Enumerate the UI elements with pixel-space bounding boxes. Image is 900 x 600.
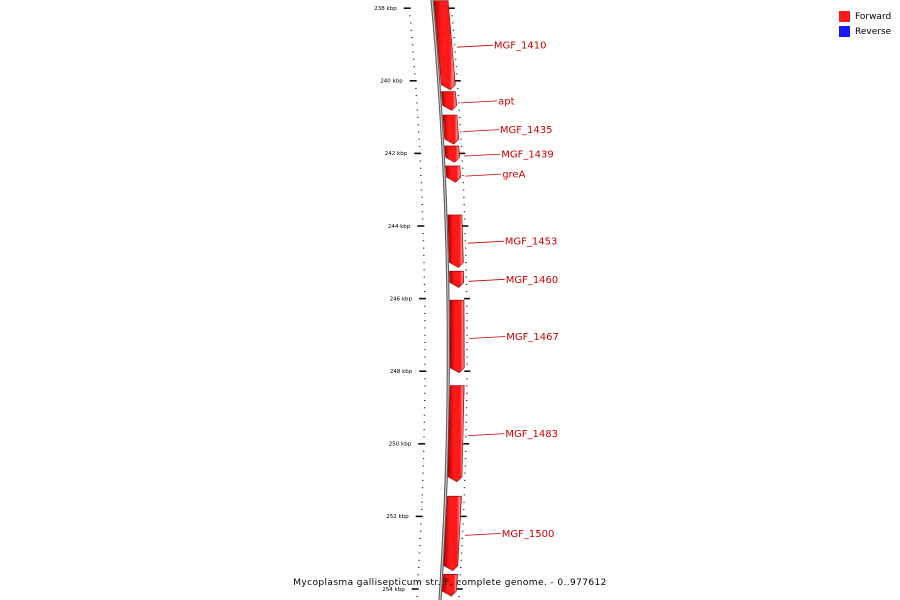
minor-tick-right bbox=[466, 407, 467, 408]
gene-arrow[interactable] bbox=[448, 215, 464, 268]
minor-tick-left bbox=[424, 400, 425, 401]
minor-tick-right bbox=[460, 567, 461, 568]
gene-feature[interactable] bbox=[444, 496, 555, 570]
legend-label-forward: Forward bbox=[855, 11, 892, 22]
tick-label: 248 kbp bbox=[389, 369, 413, 375]
tick-label: 242 kbp bbox=[384, 151, 408, 158]
gene-label-leader bbox=[461, 101, 497, 103]
minor-tick-left bbox=[417, 110, 418, 111]
gene-label[interactable]: MGF_1410 bbox=[493, 40, 547, 52]
forward-swatch-icon bbox=[839, 11, 850, 22]
minor-tick-left bbox=[424, 320, 425, 321]
gene-feature[interactable] bbox=[448, 215, 557, 268]
tick-label: 250 kbp bbox=[388, 441, 412, 448]
minor-tick-left bbox=[424, 429, 425, 430]
minor-tick-right bbox=[466, 400, 467, 401]
minor-tick-right bbox=[457, 88, 458, 89]
gene-feature[interactable] bbox=[450, 300, 559, 373]
gene-label-leader bbox=[464, 154, 500, 156]
minor-tick-right bbox=[465, 248, 466, 249]
gene-arrow[interactable] bbox=[450, 271, 464, 287]
minor-tick-right bbox=[453, 30, 454, 31]
minor-tick-right bbox=[464, 487, 465, 488]
minor-tick-right bbox=[464, 204, 465, 205]
genome-backbone bbox=[432, 0, 448, 600]
major-tick-left bbox=[418, 443, 425, 445]
minor-tick-right bbox=[466, 378, 467, 379]
minor-tick-right bbox=[462, 531, 463, 532]
minor-tick-right bbox=[461, 553, 462, 554]
minor-tick-right bbox=[466, 422, 467, 423]
major-tick-left bbox=[414, 153, 421, 155]
major-tick-right bbox=[459, 153, 465, 155]
major-tick-right bbox=[463, 443, 469, 445]
minor-tick-right bbox=[466, 327, 467, 328]
gene-label-leader bbox=[468, 434, 504, 436]
minor-tick-left bbox=[424, 327, 425, 328]
minor-tick-left bbox=[416, 102, 417, 103]
minor-tick-left bbox=[421, 190, 422, 191]
minor-tick-right bbox=[466, 349, 467, 350]
major-tick-left bbox=[410, 80, 417, 82]
gene-label[interactable]: MGF_1453 bbox=[504, 236, 558, 248]
minor-tick-right bbox=[465, 240, 466, 241]
gene-feature[interactable] bbox=[441, 92, 514, 111]
minor-tick-left bbox=[424, 407, 425, 408]
major-tick-left bbox=[412, 588, 419, 590]
minor-tick-right bbox=[461, 146, 462, 147]
minor-tick-left bbox=[410, 23, 411, 24]
minor-tick-left bbox=[415, 88, 416, 89]
minor-tick-right bbox=[464, 211, 465, 212]
gene-feature[interactable] bbox=[443, 115, 552, 144]
backbone-line bbox=[432, 0, 448, 600]
minor-tick-right bbox=[459, 110, 460, 111]
minor-tick-right bbox=[460, 131, 461, 132]
gene-label-leader bbox=[465, 174, 501, 176]
gene-arrow[interactable] bbox=[446, 166, 461, 182]
minor-tick-left bbox=[423, 240, 424, 241]
minor-tick-left bbox=[423, 233, 424, 234]
major-tick-right bbox=[449, 7, 455, 9]
minor-tick-left bbox=[419, 545, 420, 546]
minor-tick-right bbox=[463, 182, 464, 183]
minor-tick-left bbox=[419, 553, 420, 554]
minor-tick-right bbox=[466, 277, 467, 278]
minor-tick-right bbox=[466, 313, 467, 314]
minor-tick-right bbox=[462, 538, 463, 539]
major-tick-right bbox=[457, 588, 463, 590]
gene-label[interactable]: MGF_1483 bbox=[505, 429, 558, 441]
minor-tick-left bbox=[422, 211, 423, 212]
minor-tick-right bbox=[463, 509, 464, 510]
minor-tick-right bbox=[461, 560, 462, 561]
gene-feature[interactable] bbox=[446, 166, 526, 182]
minor-tick-left bbox=[412, 44, 413, 45]
minor-tick-left bbox=[424, 357, 425, 358]
minor-tick-left bbox=[423, 465, 424, 466]
minor-tick-left bbox=[414, 73, 415, 74]
minor-tick-left bbox=[424, 277, 425, 278]
minor-tick-right bbox=[460, 574, 461, 575]
minor-tick-right bbox=[463, 190, 464, 191]
minor-tick-left bbox=[420, 531, 421, 532]
minor-tick-right bbox=[466, 342, 467, 343]
minor-tick-right bbox=[466, 364, 467, 365]
minor-tick-left bbox=[420, 524, 421, 525]
gene-arrow[interactable] bbox=[445, 146, 460, 162]
minor-tick-left bbox=[424, 269, 425, 270]
major-tick-left bbox=[419, 370, 426, 372]
minor-tick-right bbox=[464, 480, 465, 481]
minor-tick-left bbox=[417, 117, 418, 118]
gene-arrow[interactable] bbox=[448, 386, 464, 482]
minor-tick-left bbox=[413, 52, 414, 53]
legend-label-reverse: Reverse bbox=[855, 26, 892, 37]
minor-tick-right bbox=[466, 320, 467, 321]
minor-tick-right bbox=[466, 415, 467, 416]
minor-tick-right bbox=[466, 386, 467, 387]
minor-tick-right bbox=[458, 102, 459, 103]
legend-item-reverse[interactable] bbox=[839, 24, 899, 39]
minor-tick-left bbox=[422, 204, 423, 205]
minor-tick-left bbox=[420, 538, 421, 539]
minor-tick-right bbox=[465, 255, 466, 256]
minor-tick-left bbox=[422, 494, 423, 495]
minor-tick-right bbox=[462, 524, 463, 525]
major-tick-right bbox=[461, 516, 467, 518]
minor-tick-left bbox=[424, 378, 425, 379]
minor-tick-left bbox=[424, 349, 425, 350]
minor-tick-right bbox=[454, 44, 455, 45]
minor-tick-left bbox=[424, 335, 425, 336]
tick-label: 244 kbp bbox=[387, 223, 411, 230]
minor-tick-right bbox=[458, 596, 459, 597]
minor-tick-left bbox=[421, 197, 422, 198]
minor-tick-left bbox=[423, 436, 424, 437]
major-tick-left bbox=[419, 298, 426, 300]
minor-tick-left bbox=[422, 487, 423, 488]
minor-tick-left bbox=[424, 291, 425, 292]
gene-feature[interactable] bbox=[448, 386, 558, 482]
gene-label-leader bbox=[465, 533, 501, 535]
minor-tick-right bbox=[462, 168, 463, 169]
minor-tick-right bbox=[464, 494, 465, 495]
minor-tick-right bbox=[466, 269, 467, 270]
gene-label[interactable]: MGF_1460 bbox=[505, 274, 559, 286]
minor-tick-left bbox=[413, 59, 414, 60]
minor-tick-right bbox=[455, 59, 456, 60]
major-tick-right bbox=[464, 298, 470, 300]
minor-tick-right bbox=[456, 66, 457, 67]
minor-tick-left bbox=[423, 458, 424, 459]
gene-arrow[interactable] bbox=[441, 92, 456, 111]
tick-label: 238 kbp bbox=[374, 6, 397, 12]
gene-features bbox=[434, 1, 559, 596]
minor-tick-right bbox=[466, 357, 467, 358]
major-tick-left bbox=[404, 7, 411, 9]
major-tick-right bbox=[462, 225, 468, 227]
minor-tick-right bbox=[465, 458, 466, 459]
tick-label: 246 kbp bbox=[389, 296, 412, 303]
major-tick-left bbox=[416, 516, 423, 518]
minor-tick-right bbox=[460, 124, 461, 125]
gene-label[interactable]: MGF_1500 bbox=[501, 528, 555, 540]
gene-label[interactable]: MGF_1467 bbox=[506, 332, 559, 343]
minor-tick-left bbox=[418, 131, 419, 132]
minor-tick-left bbox=[423, 262, 424, 263]
minor-tick-left bbox=[421, 182, 422, 183]
minor-tick-right bbox=[455, 52, 456, 53]
gene-label[interactable]: greA bbox=[502, 169, 526, 181]
minor-tick-left bbox=[418, 139, 419, 140]
minor-tick-right bbox=[466, 306, 467, 307]
minor-tick-left bbox=[420, 168, 421, 169]
minor-tick-left bbox=[418, 574, 419, 575]
minor-tick-right bbox=[466, 429, 467, 430]
minor-tick-right bbox=[465, 233, 466, 234]
minor-tick-right bbox=[456, 73, 457, 74]
minor-tick-left bbox=[421, 509, 422, 510]
minor-tick-left bbox=[421, 502, 422, 503]
minor-tick-left bbox=[424, 284, 425, 285]
gene-label[interactable]: MGF_1435 bbox=[499, 125, 553, 137]
minor-tick-left bbox=[420, 161, 421, 162]
gene-arrow[interactable] bbox=[443, 115, 459, 144]
minor-tick-left bbox=[419, 560, 420, 561]
major-tick-right bbox=[464, 370, 470, 372]
minor-tick-left bbox=[422, 473, 423, 474]
gene-arrow[interactable] bbox=[450, 300, 464, 373]
minor-tick-left bbox=[424, 422, 425, 423]
minor-tick-right bbox=[465, 465, 466, 466]
minor-tick-right bbox=[465, 451, 466, 452]
minor-tick-right bbox=[462, 175, 463, 176]
tick-label: 240 kbp bbox=[380, 78, 403, 85]
minor-tick-left bbox=[424, 342, 425, 343]
minor-tick-left bbox=[424, 313, 425, 314]
genome-caption: Mycoplasma gallisepticum str. F, complete genome. - 0..977612 bbox=[293, 578, 607, 588]
gene-label[interactable]: apt bbox=[498, 96, 515, 108]
gene-feature[interactable] bbox=[450, 271, 559, 287]
legend-item-forward[interactable] bbox=[839, 9, 899, 24]
minor-tick-left bbox=[424, 386, 425, 387]
minor-tick-right bbox=[466, 393, 467, 394]
minor-tick-right bbox=[466, 335, 467, 336]
minor-tick-right bbox=[458, 95, 459, 96]
minor-tick-right bbox=[460, 139, 461, 140]
minor-tick-left bbox=[418, 567, 419, 568]
minor-tick-left bbox=[424, 415, 425, 416]
minor-tick-right bbox=[465, 436, 466, 437]
minor-tick-left bbox=[423, 255, 424, 256]
gene-feature[interactable] bbox=[434, 1, 546, 90]
minor-tick-right bbox=[461, 545, 462, 546]
minor-tick-right bbox=[466, 291, 467, 292]
minor-tick-left bbox=[423, 248, 424, 249]
tick-label: 254 kbp bbox=[382, 586, 405, 593]
minor-tick-right bbox=[462, 161, 463, 162]
tick-label: 252 kbp bbox=[386, 514, 409, 521]
minor-tick-right bbox=[451, 15, 452, 16]
minor-tick-left bbox=[418, 124, 419, 125]
minor-tick-left bbox=[420, 175, 421, 176]
minor-tick-left bbox=[411, 37, 412, 38]
minor-tick-right bbox=[466, 284, 467, 285]
minor-tick-right bbox=[463, 502, 464, 503]
minor-tick-left bbox=[419, 146, 420, 147]
major-tick-left bbox=[417, 225, 424, 227]
minor-tick-left bbox=[423, 451, 424, 452]
minor-tick-left bbox=[424, 393, 425, 394]
minor-tick-left bbox=[411, 30, 412, 31]
minor-tick-left bbox=[416, 95, 417, 96]
gene-label-leader bbox=[457, 45, 493, 47]
minor-tick-left bbox=[416, 596, 417, 597]
minor-tick-left bbox=[424, 364, 425, 365]
minor-tick-right bbox=[465, 262, 466, 263]
minor-tick-left bbox=[424, 306, 425, 307]
minor-tick-right bbox=[452, 23, 453, 24]
legend bbox=[839, 9, 899, 39]
minor-tick-right bbox=[453, 37, 454, 38]
reverse-swatch-icon bbox=[839, 26, 850, 37]
gene-label-leader bbox=[463, 130, 499, 132]
minor-tick-right bbox=[459, 117, 460, 118]
minor-tick-right bbox=[463, 197, 464, 198]
minor-tick-left bbox=[414, 66, 415, 67]
gene-label-leader bbox=[469, 337, 505, 339]
gene-label-leader bbox=[469, 279, 505, 281]
major-tick-right bbox=[455, 80, 461, 82]
gene-label-leader bbox=[468, 241, 504, 243]
gene-label[interactable]: MGF_1439 bbox=[501, 149, 554, 161]
minor-tick-left bbox=[422, 219, 423, 220]
minor-tick-left bbox=[422, 480, 423, 481]
minor-tick-left bbox=[409, 15, 410, 16]
minor-tick-right bbox=[464, 219, 465, 220]
minor-tick-right bbox=[464, 473, 465, 474]
